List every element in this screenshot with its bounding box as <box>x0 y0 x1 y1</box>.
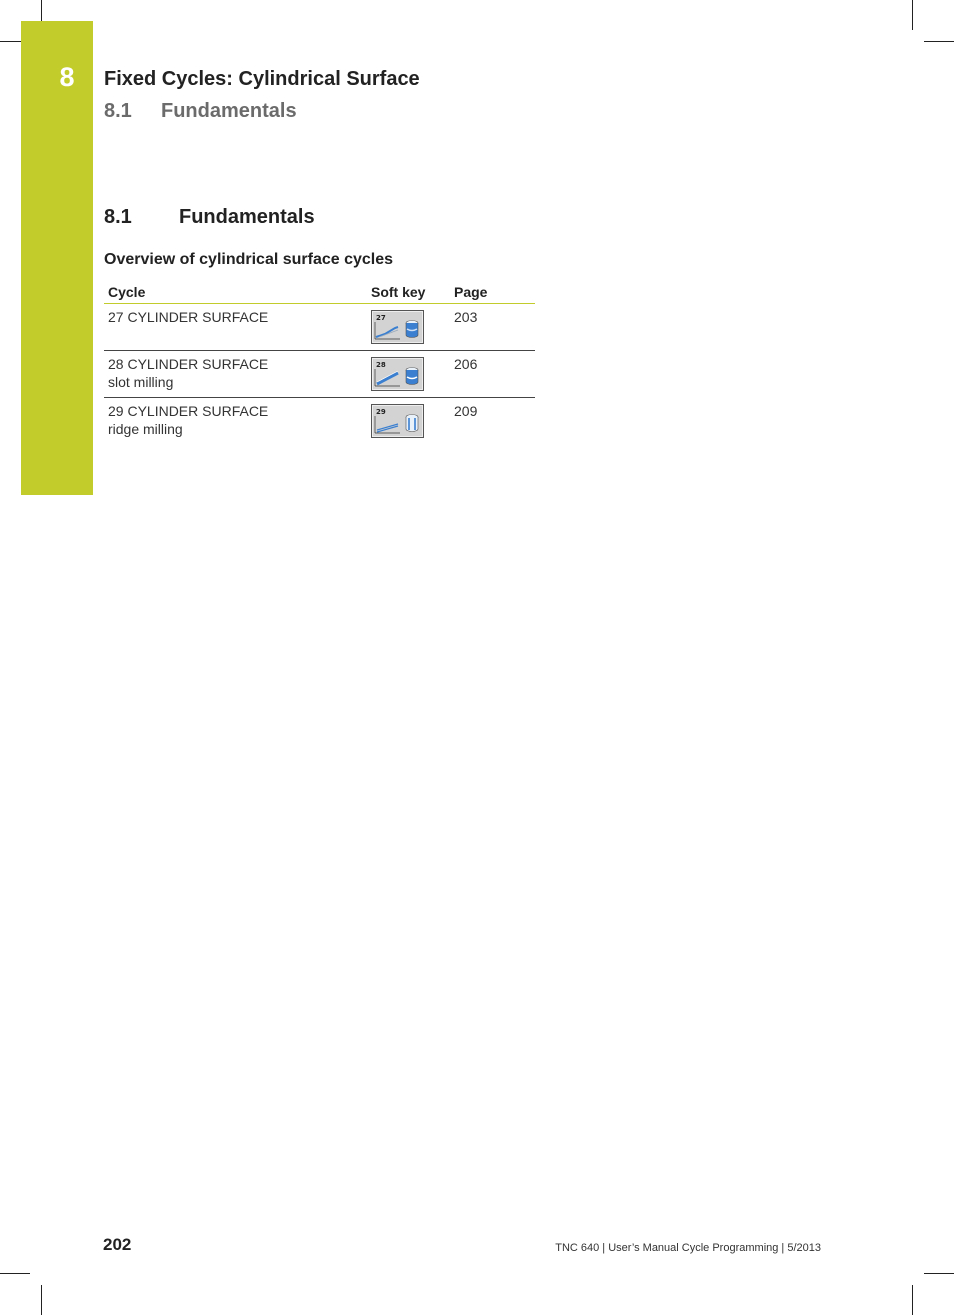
ridge-milling-softkey-icon <box>371 404 424 438</box>
crop-mark <box>41 1285 42 1315</box>
softkey-number-label: 28 <box>376 361 386 369</box>
softkey-cell <box>367 351 450 398</box>
column-header-cycle: Cycle <box>104 281 367 304</box>
crop-mark <box>912 0 913 30</box>
running-header-section <box>104 100 297 123</box>
softkey-number-label: 29 <box>376 408 386 416</box>
crop-mark <box>0 1273 30 1274</box>
softkey-cell <box>367 398 450 445</box>
table-row <box>104 398 535 445</box>
column-header-page: Page <box>450 281 535 304</box>
chapter-number: 8 <box>59 62 75 92</box>
page-cell: 203 <box>450 304 535 351</box>
section-title: Fundamentals <box>179 206 315 228</box>
softkey-cell <box>367 304 450 351</box>
footer-text: TNC 640 | User’s Manual Cycle Programming | 5/2013 <box>555 1242 821 1254</box>
cycle-cell <box>104 398 367 445</box>
cycle-cell <box>104 351 367 398</box>
page-cell: 206 <box>450 351 535 398</box>
cycle-overview-table <box>104 281 535 444</box>
running-header-chapter-title: Fixed Cycles: Cylindrical Surface <box>104 68 420 90</box>
page-number: 202 <box>103 1235 132 1254</box>
crop-mark <box>924 1273 954 1274</box>
crop-mark <box>912 1285 913 1315</box>
running-header-section-number: 8.1 <box>104 100 132 122</box>
page-cell: 209 <box>454 403 478 419</box>
table-row <box>104 351 535 398</box>
section-number: 8.1 <box>104 206 132 228</box>
softkey-number-label: 27 <box>376 314 386 322</box>
slot-milling-softkey-icon <box>371 357 424 391</box>
cycle-name: 28 CYLINDER SURFACE <box>108 356 269 372</box>
running-header-section-title: Fundamentals <box>161 100 297 122</box>
cycle-description: slot milling <box>108 374 174 390</box>
subsection-heading: Overview of cylindrical surface cycles <box>104 251 394 268</box>
cycle-description: ridge milling <box>108 421 183 437</box>
crop-mark <box>924 41 954 42</box>
table-header-row <box>104 281 535 304</box>
cycle-name: 27 CYLINDER SURFACE <box>108 309 269 325</box>
cycle-name: 29 CYLINDER SURFACE <box>108 403 269 419</box>
column-header-softkey: Soft key <box>367 281 450 304</box>
table-row <box>104 304 535 351</box>
cylinder-surface-softkey-icon <box>371 310 424 344</box>
section-heading <box>104 206 315 229</box>
cycle-cell <box>104 304 367 351</box>
